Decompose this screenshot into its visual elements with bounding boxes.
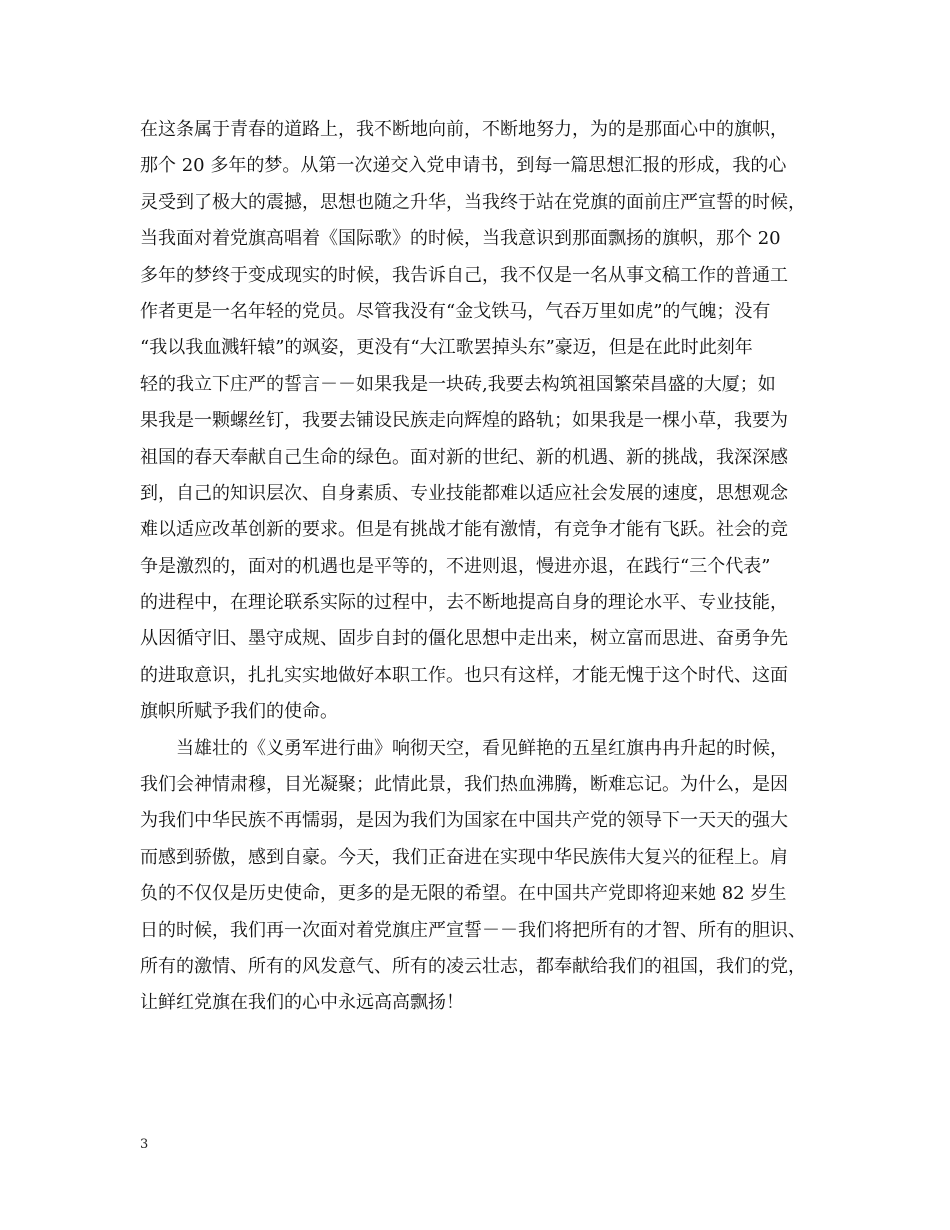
text-line: 让鲜红党旗在我们的心中永远高高飘扬！	[140, 992, 464, 1014]
text-line: 而感到骄傲，感到自豪。今天，我们正奋进在实现中华民族伟大复兴的征程上。肩	[140, 846, 788, 868]
text-line: 我们会神情肃穆，目光凝聚；此情此景，我们热血沸腾，断难忘记。为什么，是因	[140, 774, 788, 796]
text-line: “我以我血溅轩辕”的飒姿，更没有“大江歌罢掉头东”豪迈，但是在此时此刻年	[140, 337, 753, 359]
text-line: 的进程中，在理论联系实际的过程中，去不断地提高自身的理论水平、专业技能，	[140, 592, 788, 614]
text-line: 在这条属于青春的道路上，我不断地向前，不断地努力，为的是那面心中的旗帜，	[140, 119, 788, 140]
text-line: 祖国的春天奉献自己生命的绿色。面对新的世纪、新的机遇、新的挑战，我深深感	[140, 446, 788, 468]
paragraph-start-line: 当雄壮的《义勇军进行曲》响彻天空，看见鲜艳的五星红旗冉冉升起的时候，	[176, 737, 788, 759]
text-line: 所有的激情、所有的风发意气、所有的凌云壮志，都奉献给我们的祖国，我们的党，	[140, 955, 806, 977]
text-line: 多年的梦终于变成现实的时候，我告诉自己，我不仅是一名从事文稿工作的普通工	[140, 264, 788, 286]
text-line: 到，自己的知识层次、自身素质、专业技能都难以适应社会发展的速度，思想观念	[140, 482, 788, 504]
text-line: 为我们中华民族不再懦弱，是因为我们为国家在中国共产党的领导下一天天的强大	[140, 810, 788, 832]
text-line: 的进取意识，扎扎实实地做好本职工作。也只有这样，才能无愧于这个时代、这面	[140, 664, 788, 686]
text-line: 争是激烈的，面对的机遇也是平等的，不进则退，慢进亦退，在践行“三个代表”	[140, 555, 771, 577]
text-line: 旗帜所赋予我们的使命。	[140, 701, 338, 723]
text-line: 作者更是一名年轻的党员。尽管我没有“金戈铁马，气吞万里如虎”的气魄；没有	[140, 300, 771, 322]
text-line: 难以适应改革创新的要求。但是有挑战才能有激情，有竞争才能有飞跃。社会的竞	[140, 519, 788, 541]
text-line: 轻的我立下庄严的誓言－－如果我是一块砖,我要去构筑祖国繁荣昌盛的大厦；如	[140, 373, 776, 395]
text-line: 负的不仅仅是历史使命，更多的是无限的希望。在中国共产党即将迎来她 82 岁生	[140, 883, 787, 905]
text-line: 果我是一颗螺丝钉，我要去铺设民族走向辉煌的路轨；如果我是一棵小草，我要为	[140, 410, 788, 432]
text-line: 那个 20 多年的梦。从第一次递交入党申请书，到每一篇思想汇报的形成，我的心	[140, 155, 787, 177]
text-line: 当我面对着党旗高唱着《国际歌》的时候，当我意识到那面飘扬的旗帜，那个 20	[140, 228, 781, 250]
text-line: 日的时候，我们再一次面对着党旗庄严宣誓－－我们将把所有的才智、所有的胆识、	[140, 919, 806, 941]
body-text	[140, 112, 830, 1022]
text-line: 灵受到了极大的震撼，思想也随之升华，当我终于站在党旗的面前庄严宣誓的时候，	[140, 191, 806, 213]
text-line: 从因循守旧、墨守成规、固步自封的僵化思想中走出来，树立富而思进、奋勇争先	[140, 628, 788, 650]
page-number: 3	[140, 1137, 149, 1152]
